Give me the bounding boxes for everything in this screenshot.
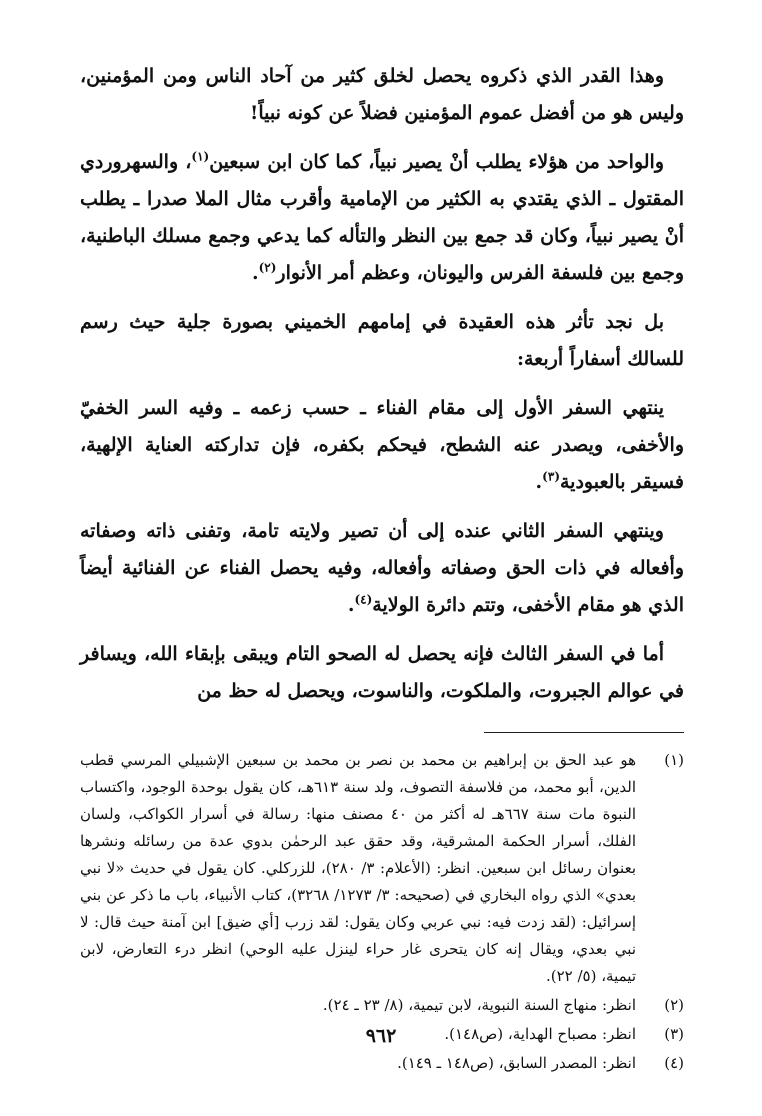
punctuation: . [251,262,259,284]
main-text [80,58,684,710]
paragraph-text: ينتهي السفر الأول إلى مقام الفناء ـ حسب زعمه ـ وفيه السر الخفيّ والأخفى، ويصدر عنه الشطح، فيحكم بكفره، فإن تداركته العناية الإلهية، فسيقر بالعبودية [80,397,684,493]
paragraph [80,513,684,624]
footnote-text: انظر: المصدر السابق، (ص١٤٨ ـ ١٤٩). [397,1054,636,1072]
paragraph-text: بل نجد تأثر هذه العقيدة في إمامهم الخميني بصورة جلية حيث رسم للسالك أسفاراً أربعة: [80,311,684,370]
paragraph [80,58,684,132]
footnote [80,992,684,1019]
footnote-text: انظر: مصباح الهداية، (ص١٤٨). [444,1025,636,1043]
footnote-ref[interactable]: (٢) [258,260,277,275]
footnote-divider [484,732,684,733]
punctuation: . [535,471,543,493]
footnote-number: (١) [664,751,684,769]
footnote [80,1050,684,1077]
footnote-ref[interactable]: (١) [191,149,210,164]
paragraph-text: والواحد من هؤلاء يطلب أنْ يصير نبياً، كما كان ابن سبعين [209,151,665,173]
footnote-ref[interactable]: (٤) [354,592,373,607]
footnote-text: انظر: منهاج السنة النبوية، لابن تيمية، (٨/ ٢٣ ـ ٢٤). [322,996,636,1014]
page-number: ٩٦٢ [365,1025,397,1047]
paragraph [80,144,684,292]
footnote-number: (٣) [664,1025,684,1043]
footnote [80,747,684,990]
paragraph-text: وهذا القدر الذي ذكروه يحصل لخلق كثير من آحاد الناس ومن المؤمنين، وليس هو من أفضل عموم المؤمنين فضلاً عن كونه نبياً! [80,65,684,124]
footnote-number: (٤) [664,1054,684,1072]
punctuation: . [347,594,355,616]
paragraph-text: أما في السفر الثالث فإنه يحصل له الصحو التام ويبقى بإبقاء الله، ويسافر في عوالم الجبروت، والملكوت، والناسوت، ويحصل له حظ من [80,643,684,702]
paragraph [80,636,684,710]
paragraph-text: وينتهي السفر الثاني عنده إلى أن تصير ولايته تامة، وتفنى ذاته وصفاته وأفعاله في ذات الحق وصفاته وأفعاله، وفيه يحصل الفناء عن الفنائية أيضاً الذي هو مقام الأخفى، وتتم دائرة الولاية [80,520,684,616]
footnote-ref[interactable]: (٣) [542,469,560,484]
paragraph [80,304,684,378]
footnote-number: (٢) [664,996,684,1014]
paragraph-text: ، والسهروردي المقتول ـ الذي يقتدي به الكثير من الإمامية وأقرب مثال الملا صدرا ـ يطلب أنْ يصير نبياً، وكان قد جمع بين النظر والتأله كما يدعي وجمع مسلك الباطنية، وجمع بين فلسفة الفرس واليونان، وعظم أمر الأنوار [80,151,684,284]
footnote-text: هو عبد الحق بن إبراهيم بن محمد بن نصر بن محمد بن سبعين الإشبيلي المرسي قطب الدين، أبو محمد، من فلاسفة التصوف، ولد سنة ٦١٣هـ، كان يقول بوحدة الوجود، واكتساب النبوة مات سنة ٦٦٧هـ له أكثر من ٤٠ مصنف منها: رسالة في أسرار الكواكب، ولسان الفلك، أسرار الحكمة المشرقية، وقد حقق عبد الرحمٰن بدوي عدة من رسائله ونشرها بعنوان رسائل ابن سبعين. انظر: (الأعلام: ٣/ ٢٨٠)، للزركلي. كان يقول في حديث «لا نبي بعدي» الذي رواه البخاري في (صحيحه: ٣/ ١٢٧٣/ ٣٢٦٨)، كتاب الأنبياء، باب ما ذكر عن بني إسرائيل: (لقد زدت فيه: نبي عربي وكان يقول: لقد زرب [أي ضيق] ابن آمنة حيث قال: لا نبي بعدي، ويقال إنه كان يتحرى غار حراء لينزل عليه الوحي) انظر درء التعارض، لابن تيمية، (٥/ ٢٢). [80,751,636,985]
paragraph [80,390,684,501]
